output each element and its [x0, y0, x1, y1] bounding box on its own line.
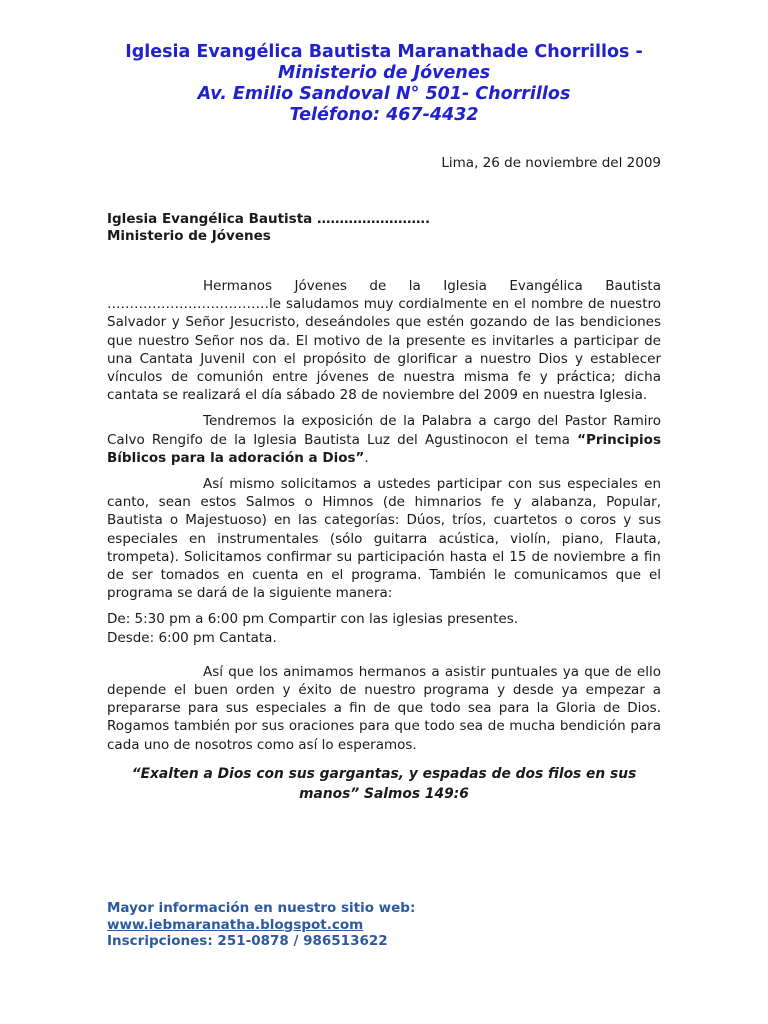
paragraph-speaker [107, 412, 661, 467]
footer-info [107, 900, 415, 950]
recipient-church: Iglesia Evangélica Bautista ……………………. [107, 211, 431, 227]
paragraph-participation: Así mismo solicitamos a ustedes participar con sus especiales en canto, sean estos Salmos o Himnos (de himnarios fe y alabanza, Popular, Bautista o Majestuoso) en las categorías: Dúos, tríos, cuartetos o coros y sus especiales en instrumentales (sólo guitarra acústica, violín, piano, Flauta, trompeta). Solicitamos confirmar su participación hasta el 15 de noviembre a fin de ser tomados en cuenta en el programa. También le comunicamos que el programa se dará de la siguiente manera: [107, 476, 661, 602]
sermon-theme: “Principios Bíblicos para la adoración a Dios” [107, 431, 661, 466]
letterhead-address: Av. Emilio Sandoval N° 501- Chorrillos [197, 84, 571, 104]
letterhead-church-name: Iglesia Evangélica Bautista Maranathade Chorrillos - [125, 42, 643, 62]
recipient-ministry: Ministerio de Jóvenes [107, 228, 271, 244]
letterhead-ministry: Ministerio de Jóvenes [277, 63, 491, 83]
letterhead-phone: Teléfono: 467-4432 [289, 105, 479, 125]
paragraph-closing: Así que los animamos hermanos a asistir puntuales ya que de ello depende el buen orden y éxito de nuestro programa y desde ya empezar a prepararse para sus especiales a fin de que todo sea para la Gloria de Dios. Rogamos también por sus oraciones para que todo sea de mucha bendición para cada uno de nosotros como así lo esperamos. [107, 663, 661, 753]
bible-quote: “Exalten a Dios con sus gargantas, y espadas de dos filos en sus manos” Salmos 149:6 [131, 765, 637, 802]
schedule-block [107, 610, 661, 646]
paragraph-speaker-end: . [364, 449, 369, 466]
schedule-item-cantata: Desde: 6:00 pm Cantata. [107, 629, 277, 646]
letter-date: Lima, 26 de noviembre del 2009 [441, 155, 661, 171]
website-link[interactable]: www.iebmaranatha.blogspot.com [107, 916, 364, 933]
paragraph-greeting: Hermanos Jóvenes de la Iglesia Evangélica Bautista ………………………………le saludamos muy cordialmente en el nombre de nuestro Salvador y Señor Jesucristo, deseándoles que estén gozando de las bendiciones que nuestro Señor nos da. El motivo de la presente es invitarles a participar de una Cantata Juvenil con el propósito de glorificar a nuestro Dios y establecer vínculos de comunión entre jóvenes de nuestra misma fe y práctica; dicha cantata se realizará el día sábado 28 de noviembre del 2009 en nuestra Iglesia. [107, 278, 661, 404]
recipient-block [107, 211, 430, 245]
schedule-item-fellowship: De: 5:30 pm a 6:00 pm Compartir con las iglesias presentes. [107, 611, 519, 628]
paragraph-speaker-text: Tendremos la exposición de la Palabra a cargo del Pastor Ramiro Calvo Rengifo de la Iglesia Bautista Luz del Agustinocon el tema [107, 413, 661, 448]
footer-more-info: Mayor información en nuestro sitio web: [107, 900, 416, 916]
footer-registration: Inscripciones: 251-0878 / 986513622 [107, 933, 388, 949]
letter-body [107, 277, 661, 804]
letterhead [60, 42, 708, 126]
